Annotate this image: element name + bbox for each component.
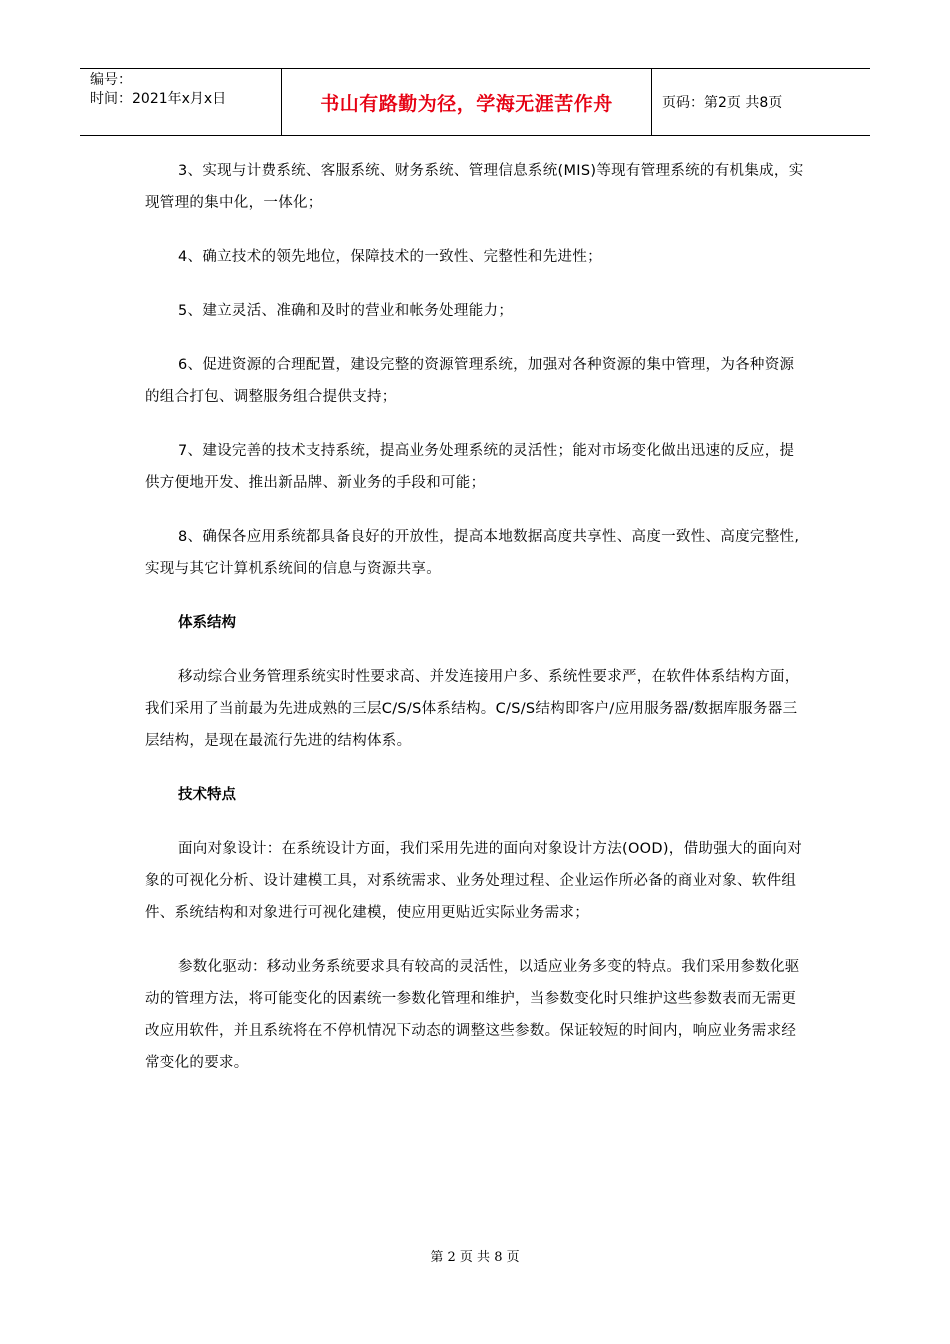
page-header (80, 68, 870, 136)
document-number-label: 编号： (90, 72, 132, 88)
feature-parameter-text: 参数化驱动：移动业务系统要求具有较高的灵活性，以适应业务多变的特点。我们采用参数化驱动的管理方法，将可能变化的因素统一参数化管理和维护，当参数变化时只维护这些参数表而无需更改应用软件，并且系统将在不停机情况下动态的调整这些参数。保证较短的时间内，响应业务需求经常变化的要求。 (145, 959, 800, 1071)
paragraph-item-7: 7、建设完善的技术支持系统，提高业务处理系统的灵活性；能对市场变化做出迅速的反应，提供方便地开发、推出新品牌、新业务的手段和可能； (145, 443, 795, 491)
page-footer: 第 2 页 共 8 页 (430, 1250, 520, 1265)
architecture-text: 移动综合业务管理系统实时性要求高、并发连接用户多、系统性要求严，在软件体系结构方面，我们采用了当前最为先进成熟的三层C/S/S体系结构。C/S/S结构即客户/应用服务器/数据库服务器三层结构，是现在最流行先进的结构体系。 (145, 669, 800, 749)
section-title-features: 技术特点 (178, 787, 236, 803)
document-body (145, 155, 805, 1079)
header-meta (80, 69, 282, 135)
paragraph-item-3: 3、实现与计费系统、客服系统、财务系统、管理信息系统(MIS)等现有管理系统的有机集成，实现管理的集中化，一体化； (145, 163, 804, 211)
paragraph-item-4: 4、确立技术的领先地位，保障技术的一致性、完整性和先进性； (178, 249, 602, 265)
header-page-info: 页码：第2页 共8页 (662, 95, 783, 111)
header-motto: 书山有路勤为径，学海无涯苦作舟 (282, 69, 652, 135)
section-title-architecture: 体系结构 (178, 615, 236, 631)
paragraph-item-6: 6、促进资源的合理配置，建设完整的资源管理系统，加强对各种资源的集中管理，为各种资源的组合打包、调整服务组合提供支持； (145, 357, 795, 405)
paragraph-item-5: 5、建立灵活、准确和及时的营业和帐务处理能力； (178, 303, 514, 319)
feature-ood-text: 面向对象设计：在系统设计方面，我们采用先进的面向对象设计方法(OOD)，借助强大的面向对象的可视化分析、设计建模工具，对系统需求、业务处理过程、企业运作所必备的商业对象、软件组件、系统结构和对象进行可视化建模，使应用更贴近实际业务需求； (145, 841, 803, 921)
document-date: 时间：2021年x月x日 (90, 91, 227, 107)
paragraph-item-8: 8、确保各应用系统都具备良好的开放性，提高本地数据高度共享性、高度一致性、高度完整性,实现与其它计算机系统间的信息与资源共享。 (145, 529, 800, 577)
